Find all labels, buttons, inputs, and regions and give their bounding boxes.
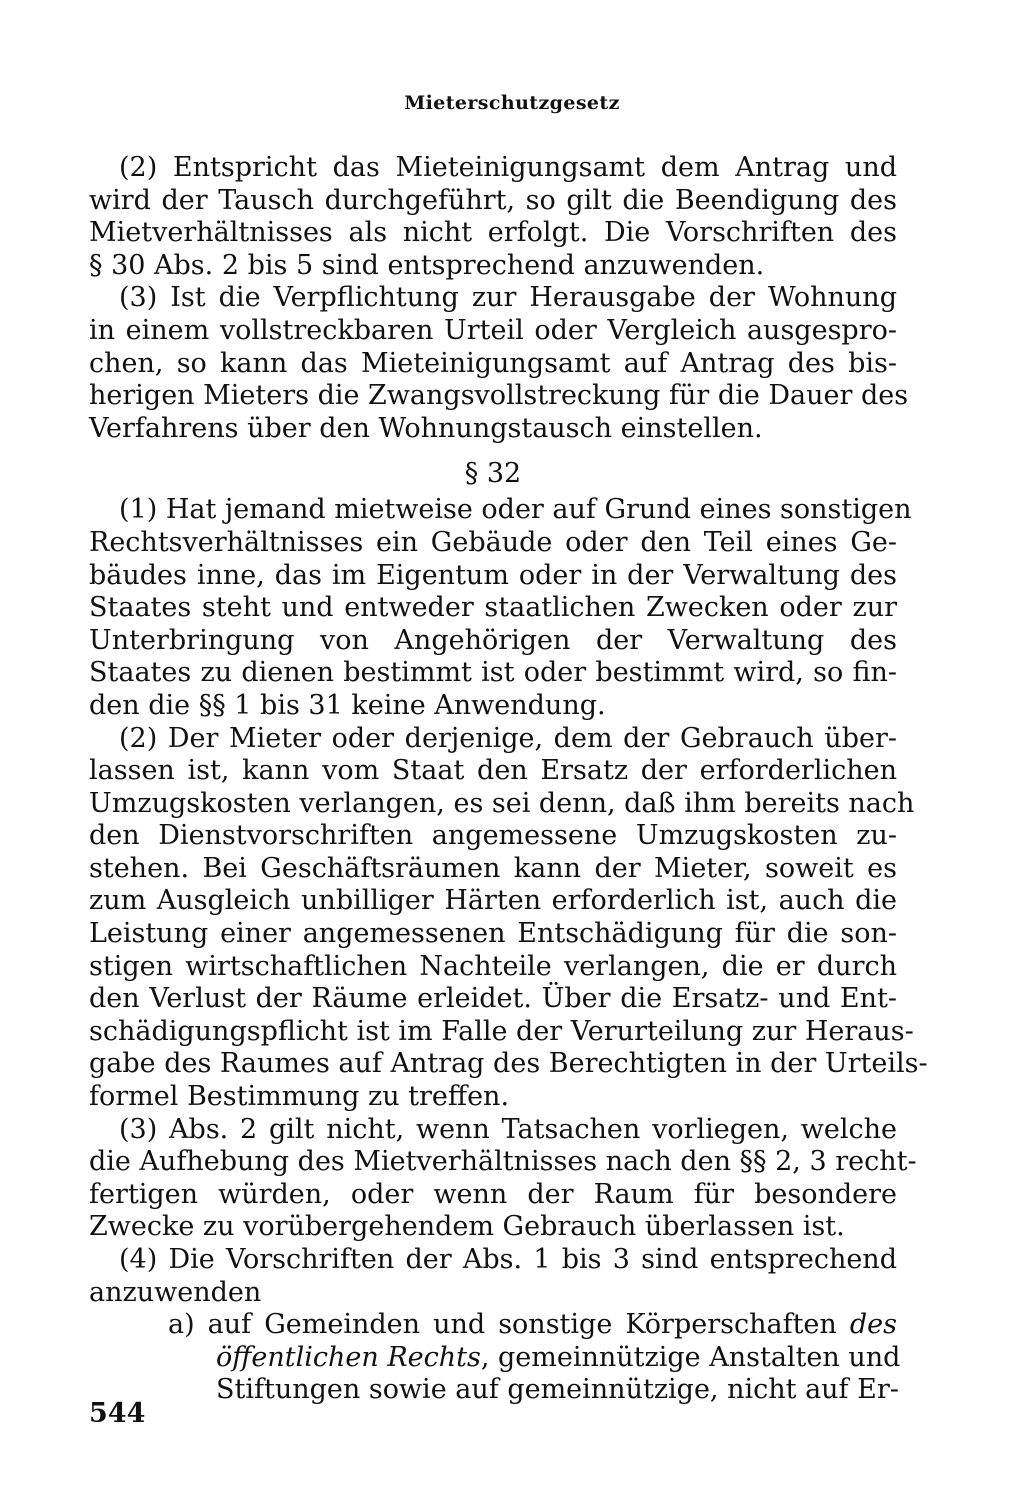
text-line: Zwecke zu vorübergehendem Gebrauch überlassen ist.: [89, 1211, 845, 1243]
text-line: zum Ausgleich unbilliger Härten erforderlich ist, auch die: [89, 885, 897, 917]
text-line: (4) Die Vorschriften der Abs. 1 bis 3 sind entsprechend: [119, 1244, 897, 1275]
text-line: den Verlust der Räume erleidet. Über die Ersatz- und Ent-: [89, 983, 897, 1015]
text-line: Staates zu dienen bestimmt ist oder bestimmt wird, so fin-: [89, 657, 897, 689]
text-line: chen, so kann das Mieteinigungsamt auf Antrag des bis-: [89, 347, 897, 379]
text-line: bäudes inne, das im Eigentum oder in der Verwaltung des: [89, 559, 897, 591]
text-line: § 30 Abs. 2 bis 5 sind entsprechend anzuwenden.: [89, 249, 765, 281]
text-line: den die §§ 1 bis 31 keine Anwendung.: [89, 689, 606, 721]
section-heading: § 32: [464, 458, 522, 490]
text-line: fertigen würden, oder wenn der Raum für besondere: [89, 1178, 897, 1210]
paragraph-31-3: [89, 282, 909, 445]
text-line: lassen ist, kann vom Staat den Ersatz der erforderlichen: [89, 755, 897, 787]
text-line: formel Bestimmung zu treffen.: [89, 1081, 510, 1113]
text-line: die Aufhebung des Mietverhältnisses nach den §§ 2, 3 recht-: [89, 1146, 917, 1178]
text-line: den Dienstvorschriften angemessene Umzugskosten zu-: [89, 820, 897, 852]
text-line: stigen wirtschaftlichen Nachteile verlangen, die er durch: [89, 950, 897, 982]
text-line: (3) Ist die Verpflichtung zur Herausgabe der Wohnung: [119, 282, 897, 314]
page-number: 544: [89, 1398, 146, 1429]
text-line: gabe des Raumes auf Antrag des Berechtigten in der Urteils-: [89, 1048, 928, 1080]
text-line: Leistung einer angemessenen Entschädigung für die son-: [89, 918, 897, 950]
text-line: stehen. Bei Geschäftsräumen kann der Mieter, soweit es: [89, 852, 897, 884]
text-line: in einem vollstreckbaren Urteil oder Vergleich ausgespro-: [89, 314, 897, 346]
item-a-text: a) auf Gemeinden und sonstige Körperschaften: [168, 1309, 837, 1341]
text-line: Verfahrens über den Wohnungstausch einstellen.: [89, 412, 763, 444]
text-line: (3) Abs. 2 gilt nicht, wenn Tatsachen vorliegen, welche: [119, 1113, 897, 1145]
text-line: Umzugskosten verlangen, es sei denn, daß ihm bereits nach: [89, 787, 915, 819]
paragraph-32-2: [89, 722, 928, 1114]
item-a-text: , gemeinnützige Anstalten und: [480, 1341, 901, 1373]
text-line: (1) Hat jemand mietweise oder auf Grund eines sonstigen: [119, 494, 912, 526]
text-line: [89, 1309, 897, 1342]
text-line: Staates steht und entweder staatlichen Zwecken oder zur: [89, 592, 897, 624]
item-a-italic-text: öffentlichen Rechts: [216, 1341, 481, 1373]
body-text: [89, 152, 928, 1407]
text-line: Rechtsverhältnisses ein Gebäude oder den Teil eines Ge-: [89, 526, 897, 558]
list-item-a: [89, 1309, 901, 1407]
text-line: [89, 1341, 901, 1375]
text-line: Unterbringung von Angehörigen der Verwaltung des: [89, 624, 897, 656]
text-line: schädigungspflicht ist im Falle der Verurteilung zur Heraus-: [89, 1015, 914, 1047]
text-line: (2) Entspricht das Mieteinigungsamt dem Antrag und: [119, 152, 897, 183]
paragraph-32-1: [89, 494, 912, 722]
text-line: Stiftungen sowie auf gemeinnützige, nicht auf Er-: [216, 1374, 899, 1406]
text-line: Mietverhältnisses als nicht erfolgt. Die Vorschriften des: [89, 217, 897, 249]
paragraph-32-3: [89, 1113, 917, 1244]
paragraph-31-2: [89, 152, 897, 282]
running-header: Mieterschutzgesetz: [404, 92, 620, 114]
text-line: wird der Tausch durchgeführt, so gilt die Beendigung des: [89, 184, 897, 216]
text-line: anzuwenden: [89, 1276, 262, 1308]
text-line: (2) Der Mieter oder derjenige, dem der Gebrauch über-: [119, 722, 897, 754]
text-line: herigen Mieters die Zwangsvollstreckung für die Dauer des: [89, 380, 909, 412]
item-a-italic-text: des: [849, 1309, 897, 1341]
paragraph-32-4: [89, 1244, 897, 1309]
